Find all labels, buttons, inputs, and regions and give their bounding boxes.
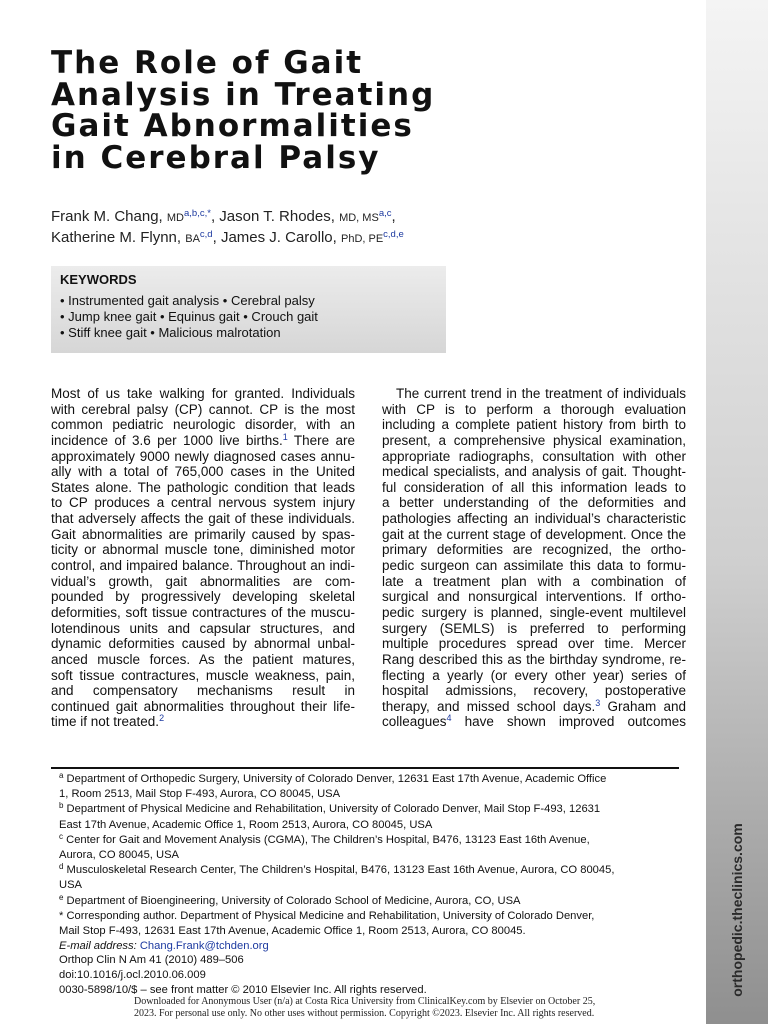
email-link[interactable]: Chang.Frank@tchden.org bbox=[139, 940, 269, 953]
separator: , bbox=[391, 208, 396, 225]
text-line: appropriate radiographs, consultation with other bbox=[382, 448, 686, 464]
author-degree: MD, MS bbox=[339, 212, 379, 224]
text-line: Rang described this as the birthday syndrome, re- bbox=[382, 651, 686, 667]
text-line: surgery (SEMLS) is preferred to performing bbox=[382, 620, 686, 636]
footnote-line: Mail Stop F-493, 12631 East 17th Avenue, Academic Office 1, Room 2513, Aurora, CO 80045. bbox=[59, 924, 526, 937]
author-name: Katherine M. Flynn, bbox=[51, 229, 186, 246]
footnote-line: East 17th Avenue, Academic Office 1, Room 2513, Aurora, CO 80045, USA bbox=[59, 818, 433, 831]
text-line bbox=[51, 433, 355, 449]
text-line: common pediatric neurologic disorder, with an bbox=[51, 417, 355, 433]
email-label: E-mail address: bbox=[59, 940, 137, 953]
affiliation-footnotes bbox=[59, 772, 683, 954]
footnote-mark: e bbox=[59, 892, 64, 902]
text-line: continued gait abnormalities throughout their life- bbox=[51, 698, 355, 714]
text-line: ful consideration of all this information leads to bbox=[382, 479, 686, 495]
text-line: that adversely affects the gait of these individuals. bbox=[51, 511, 355, 527]
article-title bbox=[51, 45, 471, 176]
author-list bbox=[51, 207, 471, 249]
text-line: present, a comprehensive physical examination, bbox=[382, 432, 686, 448]
affiliation-mark[interactable]: a,b,c,* bbox=[184, 208, 211, 219]
text-line: late a treatment plan with a combination of bbox=[382, 573, 686, 589]
keyword-line: • Stiff knee gait • Malicious malrotation bbox=[60, 325, 281, 340]
text-segment: colleagues bbox=[382, 714, 447, 730]
author-degree: PhD, PE bbox=[340, 233, 384, 245]
title-line: The Role of Gait bbox=[51, 45, 364, 81]
body-column-right bbox=[382, 386, 686, 730]
text-line: control, and impaired balance. Throughout an indi- bbox=[51, 558, 355, 574]
text-line: approximately 9000 newly diagnosed cases annu- bbox=[51, 448, 355, 464]
text-line: pounded by progressively developing skeletal bbox=[51, 589, 355, 605]
text-segment: therapy, and missed school days. bbox=[382, 698, 596, 714]
footnote-mark: d bbox=[59, 862, 64, 872]
footnote-mark: c bbox=[59, 831, 63, 841]
text-line: with cerebral palsy (CP) cannot. CP is the most bbox=[51, 401, 355, 417]
author-name: Frank M. Chang, bbox=[51, 208, 167, 225]
author-name: , James J. Carollo, bbox=[212, 229, 341, 246]
author-line bbox=[51, 228, 471, 249]
title-line: Analysis in Treating bbox=[51, 76, 436, 113]
footnote-line bbox=[59, 894, 683, 909]
text-line bbox=[382, 714, 686, 730]
text-line bbox=[51, 714, 355, 730]
author-name: , Jason T. Rhodes, bbox=[210, 208, 340, 225]
title-line: Gait Abnormalities bbox=[51, 108, 414, 144]
footnote-text: Department of Bioengineering, University of Colorado School of Medicine, Aurora, CO, USA bbox=[63, 894, 521, 907]
download-notice-line: Downloaded for Anonymous User (n/a) at Costa Rica University from ClinicalKey.com by Elsevier on October 25, bbox=[134, 996, 596, 1007]
text-line: to CP produces a central nervous system injury bbox=[51, 495, 355, 511]
text-line: primary deformities are recognized, the ortho- bbox=[382, 542, 686, 558]
download-notice-line: 2023. For personal use only. No other uses without permission. Copyright ©2023. Elsevier Inc. All rights reserved. bbox=[134, 1007, 595, 1019]
text-segment: There are bbox=[287, 432, 355, 448]
text-segment: time if not treated. bbox=[51, 714, 160, 730]
journal-citation: Orthop Clin N Am 41 (2010) 489–506 bbox=[59, 954, 244, 966]
citation-block bbox=[59, 953, 427, 999]
footnote-line bbox=[59, 802, 683, 817]
text-line: including a complete patient history from birth to bbox=[382, 417, 686, 433]
text-line bbox=[382, 699, 686, 715]
text-line: pedic surgeon can assimilate this data to formu- bbox=[382, 558, 686, 574]
text-line: ticity or abnormal muscle tone, diminished motor bbox=[51, 542, 355, 558]
reference-link[interactable]: 2 bbox=[159, 713, 165, 724]
text-line: flecting a yearly (or every other year) series of bbox=[382, 667, 686, 683]
footnote-text: Department of Physical Medicine and Rehabilitation, University of Colorado Denver, Mail Stop F-493, 12631 bbox=[63, 803, 601, 816]
text-line: deformities, soft tissue contractures of the muscu- bbox=[51, 604, 355, 620]
text-line: with CP is to perform a thorough evaluation bbox=[382, 401, 686, 417]
affiliation-mark[interactable]: c,d,e bbox=[383, 229, 404, 240]
keyword-line: • Instrumented gait analysis • Cerebral palsy bbox=[60, 293, 315, 308]
title-line: in Cerebral Palsy bbox=[51, 139, 381, 176]
text-segment: have shown improved outcomes bbox=[451, 714, 686, 730]
affiliation-mark[interactable]: a,c bbox=[378, 208, 392, 219]
footnote-text: Center for Gait and Movement Analysis (CGMA), The Children’s Hospital, B476, 13123 East 16th Avenue, bbox=[63, 833, 590, 846]
text-line: gait at the current stage of development. Once the bbox=[382, 526, 686, 542]
body-column-left bbox=[51, 386, 355, 730]
reference-link[interactable]: 3 bbox=[595, 697, 601, 708]
text-line: multiple procedures spread over time. Mercer bbox=[382, 636, 686, 652]
footnote-line bbox=[59, 833, 683, 848]
text-line: surgical and nonsurgical interventions. If ortho- bbox=[382, 589, 686, 605]
text-line: and compensatory mechanisms result in bbox=[51, 683, 355, 699]
keyword-line: • Jump knee gait • Equinus gait • Crouch gait bbox=[60, 309, 318, 324]
text-line: pedic surgery is planned, single-event multilevel bbox=[382, 604, 686, 620]
text-line: The current trend in the treatment of individuals bbox=[396, 386, 686, 401]
footnote-line: * Corresponding author. Department of Physical Medicine and Rehabilitation, University of Colorado Denver, bbox=[59, 909, 595, 922]
text-segment: incidence of 3.6 per 1000 live births. bbox=[51, 432, 283, 448]
reference-link[interactable]: 4 bbox=[446, 713, 452, 724]
author-degree: MD bbox=[166, 212, 184, 224]
text-line: soft tissue contractures, muscle weakness, pain, bbox=[51, 667, 355, 683]
text-line: anced muscle forces. As the patient matures, bbox=[51, 651, 355, 667]
footnote-text: Department of Orthopedic Surgery, University of Colorado Denver, 12631 East 17th Avenue, Academic Office bbox=[63, 773, 607, 785]
author-line bbox=[51, 207, 471, 228]
footnote-mark: b bbox=[59, 801, 64, 811]
text-line: States alone. The pathologic condition that leads bbox=[51, 479, 355, 495]
text-line: Gait abnormalities are primarily caused by spas- bbox=[51, 526, 355, 542]
footnote-line: 1, Room 2513, Mail Stop F-493, Aurora, CO 80045, USA bbox=[59, 788, 341, 801]
keywords-box bbox=[51, 266, 446, 353]
text-line: Most of us take walking for granted. Individuals bbox=[51, 386, 355, 401]
footnote-mark: a bbox=[59, 771, 64, 780]
footnote-divider bbox=[51, 767, 679, 769]
text-line: dynamic deformities caused by abnormal unbal- bbox=[51, 636, 355, 652]
download-notice bbox=[134, 996, 634, 1019]
footnote-line bbox=[59, 772, 683, 787]
text-line: ally with a total of 765,000 cases in the United bbox=[51, 464, 355, 480]
text-line: medical specialists, and analysis of gait. Thought- bbox=[382, 464, 686, 480]
footnote-line bbox=[59, 939, 683, 954]
keywords-heading: KEYWORDS bbox=[60, 272, 137, 287]
copyright-line: 0030-5898/10/$ – see front matter © 2010 Elsevier Inc. All rights reserved. bbox=[59, 984, 427, 997]
footnote-line: USA bbox=[59, 879, 83, 892]
journal-url: orthopedic.theclinics.com bbox=[729, 823, 745, 997]
text-line: a better understanding of the deformities and bbox=[382, 495, 686, 511]
doi[interactable]: doi:10.1016/j.ocl.2010.06.009 bbox=[59, 969, 206, 982]
text-segment: Graham and bbox=[600, 698, 687, 714]
text-line: pathologies affecting an individual’s characteristic bbox=[382, 511, 686, 527]
footnote-line bbox=[59, 863, 683, 878]
text-line: hospital admissions, recovery, postoperative bbox=[382, 683, 686, 699]
footnote-text: Musculoskeletal Research Center, The Children’s Hospital, B476, 13123 East 16th Avenue, Aurora, CO 80045, bbox=[63, 864, 615, 877]
affiliation-mark[interactable]: c,d bbox=[199, 229, 213, 240]
text-line: vidual’s growth, gait abnormalities are com- bbox=[51, 573, 355, 589]
author-degree: BA bbox=[185, 233, 200, 245]
text-line: lotendinous units and capsular structures, and bbox=[51, 620, 355, 636]
footnote-line: Aurora, CO 80045, USA bbox=[59, 848, 180, 861]
reference-link[interactable]: 1 bbox=[282, 431, 288, 442]
